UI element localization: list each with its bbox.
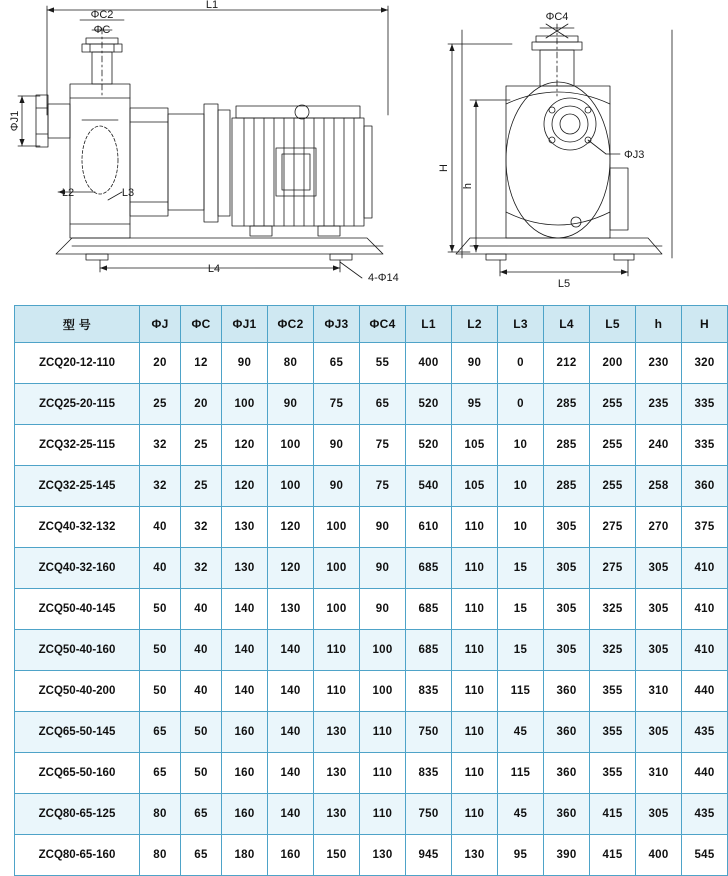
cell-value: 110 bbox=[314, 630, 360, 671]
cell-value: 275 bbox=[590, 548, 636, 589]
cell-value: 40 bbox=[181, 630, 222, 671]
cell-value: 240 bbox=[636, 425, 682, 466]
cell-value: 90 bbox=[360, 548, 406, 589]
cell-value: 45 bbox=[498, 712, 544, 753]
cell-model: ZCQ65-50-145 bbox=[15, 712, 140, 753]
cell-value: 415 bbox=[590, 835, 636, 876]
cell-model: ZCQ50-40-145 bbox=[15, 589, 140, 630]
cell-value: 130 bbox=[314, 712, 360, 753]
cell-value: 100 bbox=[268, 466, 314, 507]
cell-value: 25 bbox=[140, 384, 181, 425]
cell-value: 90 bbox=[314, 425, 360, 466]
cell-value: 325 bbox=[590, 630, 636, 671]
column-header-l3: L3 bbox=[498, 306, 544, 343]
label-phi-c: ΦC bbox=[93, 24, 111, 36]
cell-value: 10 bbox=[498, 466, 544, 507]
label-phi-j1: ΦJ1 bbox=[9, 110, 21, 132]
cell-value: 415 bbox=[590, 794, 636, 835]
table-row bbox=[15, 630, 728, 671]
cell-value: 180 bbox=[222, 835, 268, 876]
cell-value: 375 bbox=[682, 507, 728, 548]
cell-value: 100 bbox=[268, 425, 314, 466]
specification-table bbox=[14, 305, 728, 876]
cell-model: ZCQ50-40-160 bbox=[15, 630, 140, 671]
cell-value: 410 bbox=[682, 589, 728, 630]
cell-value: 945 bbox=[406, 835, 452, 876]
cell-value: 235 bbox=[636, 384, 682, 425]
cell-value: 255 bbox=[590, 466, 636, 507]
table-row bbox=[15, 425, 728, 466]
cell-value: 95 bbox=[498, 835, 544, 876]
cell-value: 360 bbox=[544, 794, 590, 835]
cell-model: ZCQ32-25-145 bbox=[15, 466, 140, 507]
cell-value: 90 bbox=[360, 507, 406, 548]
cell-value: 305 bbox=[544, 630, 590, 671]
cell-value: 305 bbox=[544, 589, 590, 630]
cell-value: 360 bbox=[682, 466, 728, 507]
cell-value: 32 bbox=[181, 507, 222, 548]
cell-value: 410 bbox=[682, 548, 728, 589]
cell-value: 258 bbox=[636, 466, 682, 507]
cell-model: ZCQ50-40-200 bbox=[15, 671, 140, 712]
cell-value: 355 bbox=[590, 753, 636, 794]
cell-value: 610 bbox=[406, 507, 452, 548]
cell-value: 160 bbox=[268, 835, 314, 876]
cell-value: 110 bbox=[452, 671, 498, 712]
cell-value: 25 bbox=[181, 425, 222, 466]
cell-value: 130 bbox=[360, 835, 406, 876]
cell-value: 305 bbox=[636, 548, 682, 589]
cell-value: 20 bbox=[181, 384, 222, 425]
cell-value: 100 bbox=[360, 671, 406, 712]
table-row bbox=[15, 343, 728, 384]
cell-value: 305 bbox=[636, 589, 682, 630]
cell-value: 310 bbox=[636, 671, 682, 712]
cell-value: 12 bbox=[181, 343, 222, 384]
table-body bbox=[15, 343, 728, 876]
cell-value: 15 bbox=[498, 589, 544, 630]
cell-value: 435 bbox=[682, 794, 728, 835]
column-header-phi-c: ΦC bbox=[181, 306, 222, 343]
cell-value: 160 bbox=[222, 712, 268, 753]
cell-value: 360 bbox=[544, 753, 590, 794]
cell-value: 310 bbox=[636, 753, 682, 794]
cell-value: 110 bbox=[360, 753, 406, 794]
cell-value: 540 bbox=[406, 466, 452, 507]
cell-value: 75 bbox=[360, 425, 406, 466]
cell-value: 32 bbox=[181, 548, 222, 589]
cell-value: 100 bbox=[314, 589, 360, 630]
cell-value: 115 bbox=[498, 671, 544, 712]
cell-value: 360 bbox=[544, 671, 590, 712]
table-row bbox=[15, 589, 728, 630]
cell-value: 90 bbox=[314, 466, 360, 507]
cell-value: 140 bbox=[222, 589, 268, 630]
cell-value: 140 bbox=[268, 794, 314, 835]
cell-value: 400 bbox=[406, 343, 452, 384]
cell-model: ZCQ20-12-110 bbox=[15, 343, 140, 384]
cell-model: ZCQ25-20-115 bbox=[15, 384, 140, 425]
cell-value: 685 bbox=[406, 548, 452, 589]
cell-value: 20 bbox=[140, 343, 181, 384]
cell-value: 0 bbox=[498, 343, 544, 384]
cell-value: 100 bbox=[360, 630, 406, 671]
cell-value: 255 bbox=[590, 384, 636, 425]
cell-value: 130 bbox=[314, 753, 360, 794]
cell-value: 40 bbox=[140, 548, 181, 589]
cell-value: 150 bbox=[314, 835, 360, 876]
cell-value: 110 bbox=[452, 712, 498, 753]
cell-value: 140 bbox=[268, 753, 314, 794]
cell-value: 305 bbox=[636, 794, 682, 835]
cell-value: 110 bbox=[314, 671, 360, 712]
label-phi-j3: ΦJ3 bbox=[624, 149, 645, 161]
cell-value: 110 bbox=[452, 507, 498, 548]
column-header-h-small: h bbox=[636, 306, 682, 343]
cell-value: 75 bbox=[314, 384, 360, 425]
cell-value: 110 bbox=[452, 630, 498, 671]
cell-value: 120 bbox=[268, 548, 314, 589]
cell-value: 65 bbox=[360, 384, 406, 425]
cell-value: 65 bbox=[140, 712, 181, 753]
cell-value: 105 bbox=[452, 466, 498, 507]
cell-value: 335 bbox=[682, 384, 728, 425]
cell-value: 305 bbox=[544, 507, 590, 548]
cell-value: 15 bbox=[498, 548, 544, 589]
label-l3: L3 bbox=[121, 187, 135, 199]
cell-value: 320 bbox=[682, 343, 728, 384]
cell-value: 140 bbox=[268, 630, 314, 671]
cell-value: 90 bbox=[360, 589, 406, 630]
cell-value: 355 bbox=[590, 712, 636, 753]
cell-value: 545 bbox=[682, 835, 728, 876]
column-header-h-big: H bbox=[682, 306, 728, 343]
cell-value: 110 bbox=[360, 794, 406, 835]
cell-model: ZCQ40-32-160 bbox=[15, 548, 140, 589]
cell-value: 10 bbox=[498, 425, 544, 466]
specification-table-wrapper bbox=[14, 305, 715, 876]
cell-value: 285 bbox=[544, 466, 590, 507]
cell-value: 285 bbox=[544, 384, 590, 425]
cell-value: 325 bbox=[590, 589, 636, 630]
cell-value: 140 bbox=[222, 671, 268, 712]
label-phi-c4: ΦC4 bbox=[545, 11, 569, 23]
cell-model: ZCQ80-65-160 bbox=[15, 835, 140, 876]
cell-value: 130 bbox=[268, 589, 314, 630]
cell-value: 100 bbox=[222, 384, 268, 425]
cell-value: 10 bbox=[498, 507, 544, 548]
cell-value: 55 bbox=[360, 343, 406, 384]
label-mounting-holes: 4-Φ14 bbox=[368, 272, 399, 284]
cell-value: 410 bbox=[682, 630, 728, 671]
label-l5: L5 bbox=[557, 278, 571, 290]
cell-value: 50 bbox=[140, 630, 181, 671]
cell-value: 110 bbox=[452, 753, 498, 794]
cell-value: 90 bbox=[452, 343, 498, 384]
cell-value: 305 bbox=[636, 712, 682, 753]
table-row bbox=[15, 835, 728, 876]
cell-value: 40 bbox=[181, 589, 222, 630]
cell-model: ZCQ40-32-132 bbox=[15, 507, 140, 548]
cell-value: 80 bbox=[140, 835, 181, 876]
cell-value: 440 bbox=[682, 671, 728, 712]
cell-value: 65 bbox=[314, 343, 360, 384]
cell-value: 305 bbox=[544, 548, 590, 589]
cell-value: 835 bbox=[406, 671, 452, 712]
cell-value: 75 bbox=[360, 466, 406, 507]
table-row bbox=[15, 548, 728, 589]
cell-value: 140 bbox=[222, 630, 268, 671]
cell-value: 130 bbox=[452, 835, 498, 876]
label-l4: L4 bbox=[207, 263, 221, 275]
cell-value: 115 bbox=[498, 753, 544, 794]
cell-value: 110 bbox=[452, 548, 498, 589]
column-header-l4: L4 bbox=[544, 306, 590, 343]
cell-value: 45 bbox=[498, 794, 544, 835]
cell-value: 50 bbox=[140, 671, 181, 712]
cell-model: ZCQ65-50-160 bbox=[15, 753, 140, 794]
cell-value: 110 bbox=[360, 712, 406, 753]
column-header-model: 型 号 bbox=[15, 306, 140, 343]
label-h-big: H bbox=[438, 164, 450, 172]
cell-value: 285 bbox=[544, 425, 590, 466]
cell-value: 140 bbox=[268, 712, 314, 753]
cell-value: 520 bbox=[406, 425, 452, 466]
cell-value: 100 bbox=[314, 507, 360, 548]
cell-value: 65 bbox=[140, 753, 181, 794]
cell-value: 335 bbox=[682, 425, 728, 466]
cell-value: 90 bbox=[222, 343, 268, 384]
cell-value: 270 bbox=[636, 507, 682, 548]
cell-value: 230 bbox=[636, 343, 682, 384]
cell-value: 120 bbox=[222, 466, 268, 507]
column-header-phi-c4: ΦC4 bbox=[360, 306, 406, 343]
cell-value: 50 bbox=[140, 589, 181, 630]
cell-value: 90 bbox=[268, 384, 314, 425]
label-phi-c2: ΦC2 bbox=[90, 9, 114, 21]
cell-value: 305 bbox=[636, 630, 682, 671]
cell-value: 95 bbox=[452, 384, 498, 425]
table-row bbox=[15, 507, 728, 548]
cell-value: 65 bbox=[181, 794, 222, 835]
cell-value: 50 bbox=[181, 753, 222, 794]
cell-value: 80 bbox=[140, 794, 181, 835]
cell-value: 130 bbox=[222, 507, 268, 548]
column-header-l5: L5 bbox=[590, 306, 636, 343]
cell-value: 685 bbox=[406, 589, 452, 630]
cell-value: 65 bbox=[181, 835, 222, 876]
cell-model: ZCQ32-25-115 bbox=[15, 425, 140, 466]
cell-value: 750 bbox=[406, 712, 452, 753]
column-header-l2: L2 bbox=[452, 306, 498, 343]
cell-value: 32 bbox=[140, 425, 181, 466]
table-row bbox=[15, 466, 728, 507]
cell-value: 120 bbox=[268, 507, 314, 548]
cell-value: 120 bbox=[222, 425, 268, 466]
cell-value: 0 bbox=[498, 384, 544, 425]
cell-value: 130 bbox=[314, 794, 360, 835]
table-header-row bbox=[15, 306, 728, 343]
cell-value: 15 bbox=[498, 630, 544, 671]
cell-value: 835 bbox=[406, 753, 452, 794]
table-row bbox=[15, 384, 728, 425]
cell-value: 440 bbox=[682, 753, 728, 794]
cell-value: 110 bbox=[452, 794, 498, 835]
column-header-phi-j: ΦJ bbox=[140, 306, 181, 343]
column-header-l1: L1 bbox=[406, 306, 452, 343]
cell-value: 105 bbox=[452, 425, 498, 466]
column-header-phi-j1: ΦJ1 bbox=[222, 306, 268, 343]
table-row bbox=[15, 712, 728, 753]
cell-value: 400 bbox=[636, 835, 682, 876]
cell-value: 360 bbox=[544, 712, 590, 753]
cell-value: 130 bbox=[222, 548, 268, 589]
cell-value: 110 bbox=[452, 589, 498, 630]
label-h-small: h bbox=[462, 182, 474, 190]
cell-value: 50 bbox=[181, 712, 222, 753]
cell-value: 200 bbox=[590, 343, 636, 384]
table-row bbox=[15, 671, 728, 712]
cell-value: 255 bbox=[590, 425, 636, 466]
cell-model: ZCQ80-65-125 bbox=[15, 794, 140, 835]
cell-value: 140 bbox=[268, 671, 314, 712]
cell-value: 100 bbox=[314, 548, 360, 589]
column-header-phi-c2: ΦC2 bbox=[268, 306, 314, 343]
cell-value: 750 bbox=[406, 794, 452, 835]
table-row bbox=[15, 753, 728, 794]
cell-value: 40 bbox=[140, 507, 181, 548]
cell-value: 390 bbox=[544, 835, 590, 876]
cell-value: 32 bbox=[140, 466, 181, 507]
cell-value: 160 bbox=[222, 794, 268, 835]
cell-value: 520 bbox=[406, 384, 452, 425]
cell-value: 355 bbox=[590, 671, 636, 712]
cell-value: 80 bbox=[268, 343, 314, 384]
label-l1: L1 bbox=[205, 0, 219, 11]
cell-value: 685 bbox=[406, 630, 452, 671]
cell-value: 160 bbox=[222, 753, 268, 794]
cell-value: 435 bbox=[682, 712, 728, 753]
cell-value: 275 bbox=[590, 507, 636, 548]
cell-value: 40 bbox=[181, 671, 222, 712]
technical-drawing bbox=[0, 0, 690, 300]
cell-value: 212 bbox=[544, 343, 590, 384]
label-l2: L2 bbox=[61, 187, 75, 199]
column-header-phi-j3: ΦJ3 bbox=[314, 306, 360, 343]
cell-value: 25 bbox=[181, 466, 222, 507]
table-row bbox=[15, 794, 728, 835]
